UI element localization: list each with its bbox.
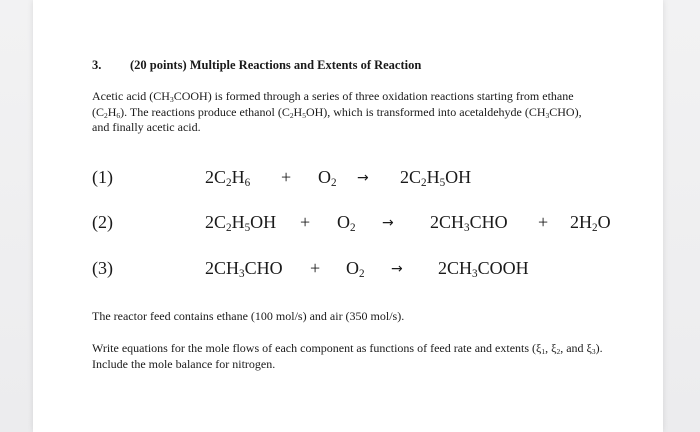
reaction-arrow: → [382,215,394,231]
intro-text: OH), which is transformed into acetaldehyde (CH [305,104,546,119]
chemical-species: $2H_2O$ [570,212,611,234]
intro-paragraph [92,89,592,136]
plus-sign: + [538,212,549,232]
subscript: 3 [545,110,550,120]
chemical-species: $O_2$ [337,212,356,234]
plus-sign: + [310,258,321,278]
chemical-species: $2CH_3CHO$ [430,212,508,234]
reaction-label: (1) [92,167,113,187]
chemical-species: $2C_2H_6$ [205,167,251,189]
document-page [33,0,663,432]
problem-title: (20 points) Multiple Reactions and Extents of Reaction [130,58,422,72]
task-text: , and ξ [560,341,592,355]
subscript: 2 [104,110,108,120]
plus-sign: + [281,167,292,187]
reaction-label: (2) [92,212,113,232]
intro-text: Acetic acid (CH [92,89,170,103]
problem-heading [92,58,421,73]
intro-text: COOH) is formed through a series of three oxidation reactions starting from ethane (C [92,89,574,119]
task-text: Write equations for the mole flows of each component as functions of feed rate and extents (ξ [92,341,542,355]
task-text: ). Include the mole balance for nitrogen. [92,341,603,371]
task-text: , ξ [545,341,557,355]
subscript: 1 [541,346,546,356]
chemical-species: $2CH_3COOH$ [438,258,529,280]
intro-text: ). The reactions produce ethanol (C [120,104,290,119]
chemical-species: $2CH_3CHO$ [205,258,283,280]
subscript: 2 [289,110,294,120]
plus-sign: + [300,212,311,232]
chemical-species: $O_2$ [346,258,365,280]
feed-statement: The reactor feed contains ethane (100 mol/s) and air (350 mol/s). [92,309,405,323]
subscript: 3 [591,346,596,356]
intro-text: H [107,104,117,119]
chemical-species: $2C_2H_5OH$ [205,212,277,234]
intro-text: H [293,104,303,119]
subscript: 2 [556,346,561,356]
chemical-species: $O_2$ [318,167,337,189]
reaction-arrow: → [357,170,369,186]
task-statement [92,340,612,372]
subscript: 6 [116,110,121,120]
reaction-arrow: → [391,261,403,277]
reaction-label: (3) [92,258,113,278]
problem-number: 3. [92,58,102,72]
intro-text: CHO), and finally acetic acid. [92,104,582,134]
chemical-species: $2C_2H_5OH$ [400,167,472,189]
subscript: 3 [169,94,174,104]
subscript: 5 [302,110,306,120]
